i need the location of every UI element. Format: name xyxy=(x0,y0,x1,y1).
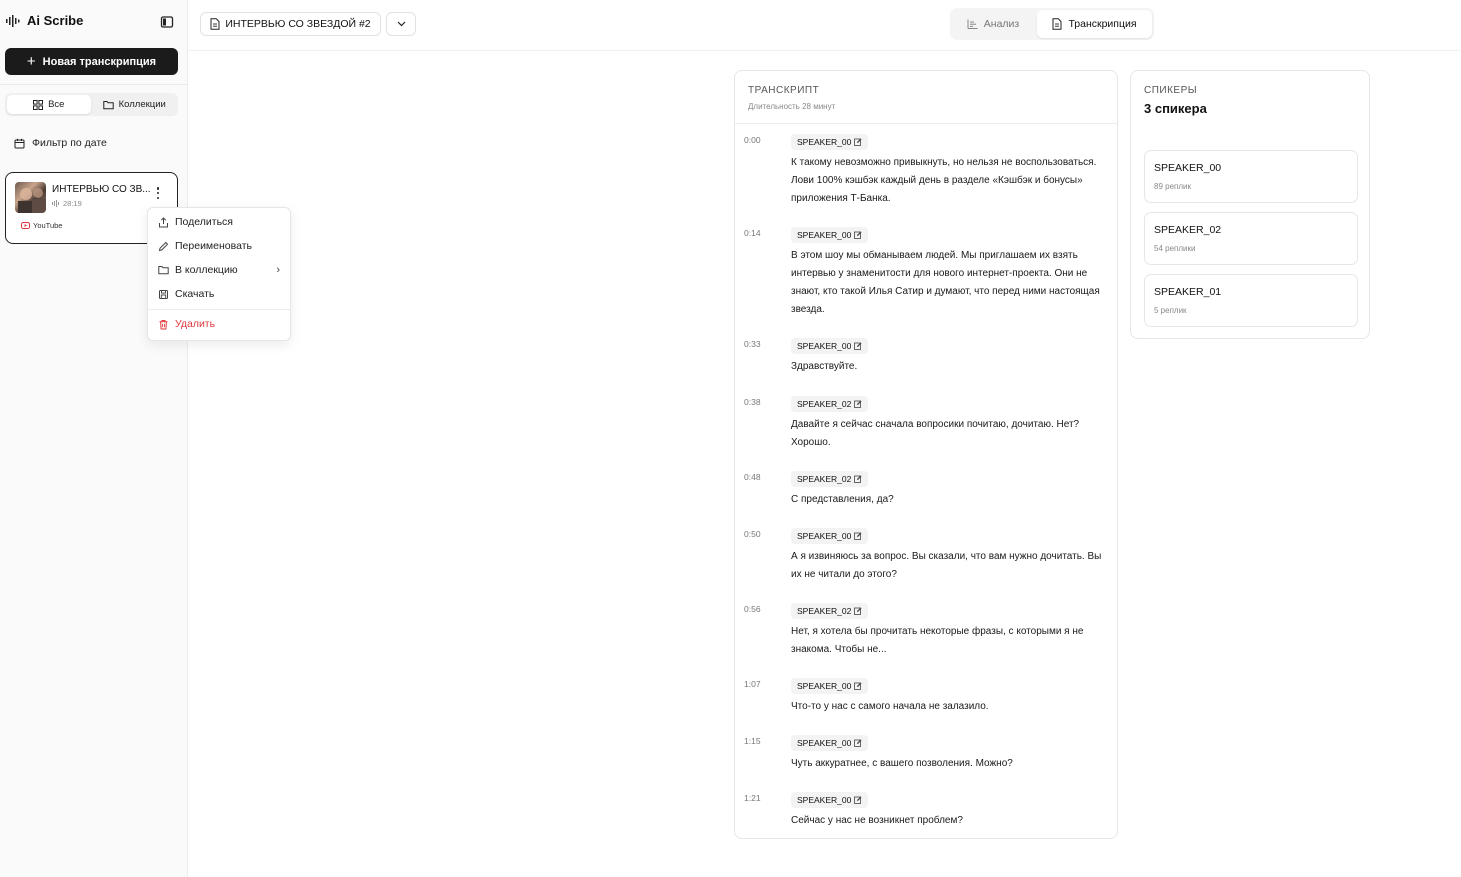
edit-icon xyxy=(854,138,862,146)
app-name: Ai Scribe xyxy=(27,13,84,28)
view-tabs xyxy=(950,8,1154,40)
speaker-tag-label: SPEAKER_00 xyxy=(797,137,852,147)
document-title: ИНТЕРВЬЮ СО ЗВЕЗДОЙ #2 xyxy=(225,18,371,30)
segment-time[interactable]: 1:15 xyxy=(744,736,761,746)
tab-transcription[interactable] xyxy=(1037,10,1152,38)
folder-icon xyxy=(103,100,114,110)
speaker-tag-label: SPEAKER_02 xyxy=(797,474,852,484)
menu-item-share-label: Поделиться xyxy=(175,216,233,228)
document-icon xyxy=(210,18,220,30)
tab-analysis-label: Анализ xyxy=(983,18,1020,30)
speaker-tag[interactable] xyxy=(791,338,868,354)
segment-text: С представления, да? xyxy=(791,494,894,505)
speaker-tag[interactable] xyxy=(791,735,868,751)
transcript-header-divider xyxy=(735,123,1118,124)
speaker-tag-label: SPEAKER_00 xyxy=(797,795,852,805)
speakers-title: СПИКЕРЫ xyxy=(1144,85,1198,96)
tab-collections-label: Коллекции xyxy=(118,99,166,110)
speaker-tag-label: SPEAKER_00 xyxy=(797,531,852,541)
speaker-tag-label: SPEAKER_00 xyxy=(797,341,852,351)
tab-all-label: Все xyxy=(48,99,65,110)
segment-text: Чуть аккуратнее, с вашего позволения. Можно? xyxy=(791,758,1013,769)
segment-text: Что-то у нас с самого начала не залазило. xyxy=(791,701,989,712)
speakers-count: 3 спикера xyxy=(1144,101,1207,116)
segment-text: Здравствуйте. xyxy=(791,361,858,372)
transcription-item-duration xyxy=(52,199,82,208)
speaker-card[interactable] xyxy=(1144,150,1358,203)
transcript-title: ТРАНСКРИПТ xyxy=(748,85,820,96)
speaker-tag[interactable] xyxy=(791,471,868,487)
source-label: YouTube xyxy=(33,221,63,230)
brand[interactable] xyxy=(6,13,83,28)
chevron-down-icon xyxy=(397,21,406,27)
tab-collections[interactable] xyxy=(93,95,177,114)
tab-all[interactable] xyxy=(7,95,91,114)
thumbnail-image xyxy=(15,182,46,213)
segment-time[interactable]: 0:50 xyxy=(744,529,761,539)
date-filter-label: Фильтр по дате xyxy=(32,137,107,149)
duration-label: 28:19 xyxy=(63,199,82,208)
document-dropdown-button[interactable] xyxy=(386,12,416,36)
edit-icon xyxy=(854,739,862,747)
edit-icon xyxy=(854,231,862,239)
new-transcription-button[interactable] xyxy=(5,48,178,75)
document-title-button[interactable] xyxy=(200,12,381,36)
segment-text: Давайте я сейчас сначала вопросики почитаю, дочитаю. Нет? Хорошо. xyxy=(791,419,1080,448)
segment-time[interactable]: 0:56 xyxy=(744,604,761,614)
menu-item-to-collection-label: В коллекцию xyxy=(175,264,238,276)
tab-transcription-label: Транскрипция xyxy=(1068,18,1137,30)
plus-icon: + xyxy=(26,53,36,70)
segment-time[interactable]: 0:00 xyxy=(744,135,761,145)
calendar-icon xyxy=(14,138,25,149)
edit-icon xyxy=(854,796,862,804)
sidebar-toggle-button[interactable] xyxy=(160,15,176,31)
speaker-tag[interactable] xyxy=(791,792,868,808)
save-icon xyxy=(158,289,169,300)
tab-analysis[interactable] xyxy=(952,10,1034,38)
menu-item-share[interactable] xyxy=(158,216,282,228)
menu-item-delete[interactable] xyxy=(158,318,282,330)
speaker-replies-count: 5 реплик xyxy=(1154,306,1187,315)
speaker-tag[interactable] xyxy=(791,396,868,412)
menu-divider xyxy=(148,309,290,310)
speaker-tag[interactable] xyxy=(791,134,868,150)
segment-time[interactable]: 1:21 xyxy=(744,793,761,803)
waveform-icon xyxy=(52,200,61,207)
document-icon xyxy=(1052,18,1062,30)
segment-text: А я извиняюсь за вопрос. Вы сказали, что вам нужно дочитать. Вы их не читали до этого? xyxy=(791,551,1102,580)
speaker-tag-label: SPEAKER_02 xyxy=(797,606,852,616)
share-icon xyxy=(158,217,169,228)
speaker-card[interactable] xyxy=(1144,212,1358,265)
segment-time[interactable]: 1:07 xyxy=(744,679,761,689)
segment-text: К такому невозможно привыкнуть, но нельзя не воспользоваться. Лови 100% кэшбэк каждый день в разделе «Кэшбэк и бонусы» приложения Т-Банка. xyxy=(791,157,1097,204)
edit-icon xyxy=(854,532,862,540)
chevron-right-icon: › xyxy=(276,264,280,276)
speaker-tag[interactable] xyxy=(791,678,868,694)
speaker-name: SPEAKER_00 xyxy=(1154,162,1222,174)
edit-icon xyxy=(854,400,862,408)
segment-time[interactable]: 0:33 xyxy=(744,339,761,349)
sidebar-toggle-icon xyxy=(160,15,174,29)
source-badge xyxy=(21,221,62,230)
sidebar-divider xyxy=(0,84,188,85)
view-switcher xyxy=(5,93,178,116)
folder-icon xyxy=(158,265,169,275)
transcript-panel xyxy=(734,70,1118,839)
youtube-icon xyxy=(21,222,30,229)
transcript-duration: Длительность 28 минут xyxy=(748,102,836,111)
header-divider xyxy=(188,50,1461,51)
new-transcription-label: Новая транскрипция xyxy=(42,55,157,68)
more-vertical-icon[interactable] xyxy=(154,186,162,200)
sidebar xyxy=(0,0,188,877)
segment-time[interactable]: 0:38 xyxy=(744,397,761,407)
menu-item-to-collection[interactable] xyxy=(158,264,282,276)
segment-text: Нет, я хотела бы прочитать некоторые фразы, с которыми я не знакома. Чтобы не... xyxy=(791,626,1084,655)
speaker-replies-count: 89 реплик xyxy=(1154,182,1191,191)
waveform-icon xyxy=(6,15,21,27)
speaker-tag-label: SPEAKER_00 xyxy=(797,738,852,748)
segment-time[interactable]: 0:48 xyxy=(744,472,761,482)
speaker-name: SPEAKER_02 xyxy=(1154,224,1222,236)
menu-item-rename-label: Переименовать xyxy=(175,240,252,252)
menu-item-download-label: Скачать xyxy=(175,288,215,300)
edit-icon xyxy=(854,475,862,483)
trash-icon xyxy=(158,319,169,330)
edit-icon xyxy=(854,342,862,350)
segment-text: В этом шоу мы обманываем людей. Мы приглашаем их взять интервью у знаменитости для нового интернет-проекта. Они не знают, кто такой Илья Сатир и думают, что перед ними настоящая звезда. xyxy=(791,250,1100,315)
menu-item-delete-label: Удалить xyxy=(175,318,216,330)
speaker-tag[interactable] xyxy=(791,603,868,619)
speaker-tag-label: SPEAKER_00 xyxy=(797,681,852,691)
pencil-icon xyxy=(158,241,169,252)
grid-icon xyxy=(33,100,43,110)
speaker-tag[interactable] xyxy=(791,227,868,243)
speaker-replies-count: 54 реплики xyxy=(1154,244,1196,253)
speaker-name: SPEAKER_01 xyxy=(1154,286,1222,298)
speaker-tag-label: SPEAKER_02 xyxy=(797,399,852,409)
transcription-item-title: ИНТЕРВЬЮ СО ЗВ... xyxy=(52,184,151,195)
menu-item-download[interactable] xyxy=(158,288,282,300)
speaker-tag[interactable] xyxy=(791,528,868,544)
speaker-tag-label: SPEAKER_00 xyxy=(797,230,852,240)
edit-icon xyxy=(854,607,862,615)
speaker-card[interactable] xyxy=(1144,274,1358,327)
speakers-panel xyxy=(1130,70,1370,339)
edit-icon xyxy=(854,682,862,690)
date-filter-button[interactable] xyxy=(14,137,107,149)
segment-time[interactable]: 0:14 xyxy=(744,228,761,238)
menu-item-rename[interactable] xyxy=(158,240,282,252)
context-menu xyxy=(147,207,291,341)
segment-text: Сейчас у нас не возникнет проблем? xyxy=(791,815,963,826)
bar-chart-icon xyxy=(967,19,978,29)
